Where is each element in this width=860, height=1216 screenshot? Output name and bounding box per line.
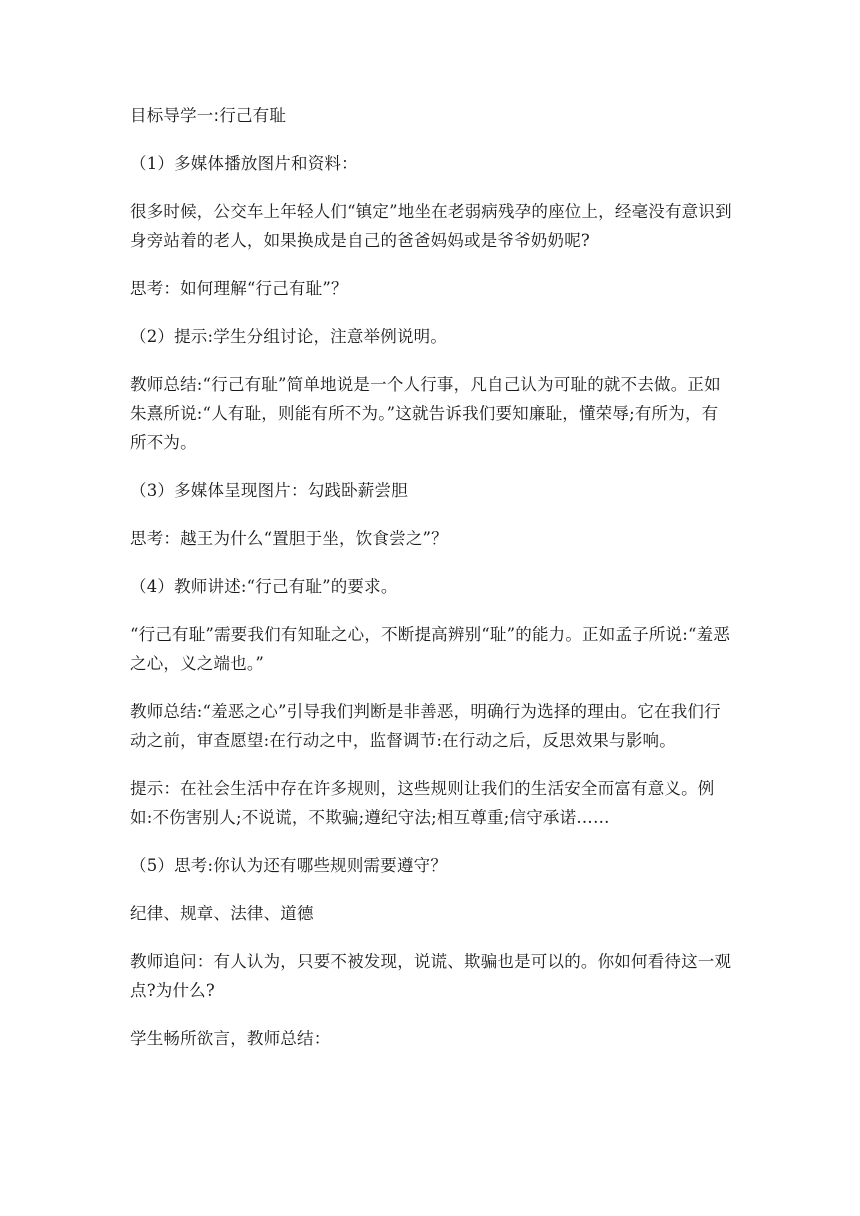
step-5-label: （5）思考:你认为还有哪些规则需要遵守？ [130,856,448,875]
rules-list: 纪律、规章、法律、道德 [130,904,314,923]
teacher-followup-question: 教师追问：有人认为，只要不被发现，说谎、欺骗也是可以的。你如何看待这一观点?为什么? [130,952,732,1000]
teacher-summary-2: 教师总结:“羞恶之心”引导我们判断是非善恶，明确行为选择的理由。它在我们行动之前，审查愿望:在行动之中，监督调节:在行动之后，反思效果与影响。 [130,702,721,750]
student-discussion-line: 学生畅所欲言，教师总结： [130,1029,331,1048]
teacher-summary-1: 教师总结:“行己有耻”简单地说是一个人行事，凡自己认为可耻的就不去做。正如朱熹所说:“人有耻，则能有所不为。”这就告诉我们要知廉耻，懂荣辱;有所为，有所不为。 [130,375,721,452]
think-question-2: 思考：越王为什么“置胆于坐，饮食尝之”？ [130,529,448,548]
step-1-label: （1）多媒体播放图片和资料： [130,154,358,173]
document-body [130,101,734,1072]
section-heading: 目标导学一:行己有耻 [130,106,287,125]
step-3-label: （3）多媒体呈现图片：勾践卧薪尝胆 [130,481,408,500]
step-2-label: （2）提示:学生分组讨论，注意举例说明。 [130,327,448,346]
bus-scenario-paragraph: 很多时候，公交车上年轻人们“镇定”地坐在老弱病残孕的座位上，经毫没有意识到身旁站着的老人，如果换成是自己的爸爸妈妈或是爷爷奶奶呢? [130,202,732,250]
step-4-label: （4）教师讲述:“行己有耻”的要求。 [130,577,398,596]
think-question-1: 思考：如何理解“行己有耻”？ [130,279,348,298]
requirement-paragraph: “行己有耻”需要我们有知耻之心，不断提高辨别“耻”的能力。正如孟子所说:“羞恶之心，义之端也。” [130,625,731,673]
hint-paragraph: 提示：在社会生活中存在许多规则，这些规则让我们的生活安全而富有意义。例如:不伤害别人;不说谎，不欺骗;遵纪守法;相互尊重;信守承诺…… [130,779,715,827]
